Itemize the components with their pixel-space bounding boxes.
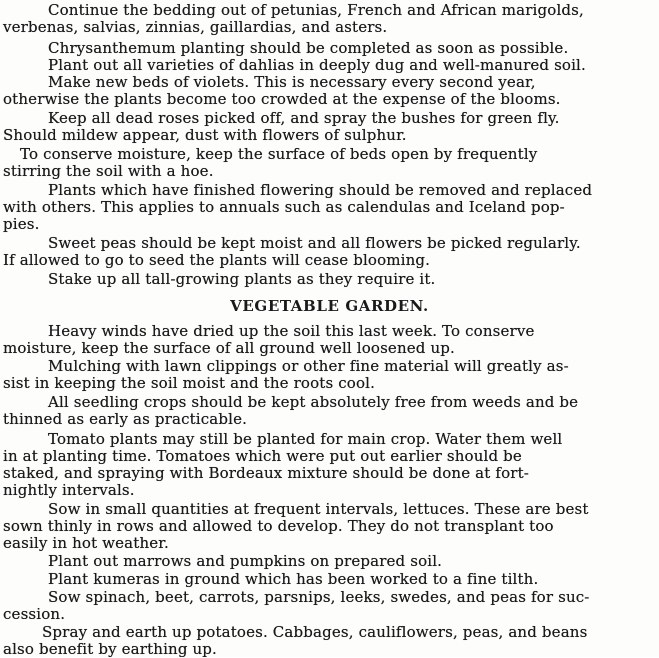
text-line: Plants which have finished flowering should be removed and replaced bbox=[48, 181, 593, 199]
text-line: Sweet peas should be kept moist and all flowers be picked regularly. bbox=[48, 234, 581, 252]
text-line: cession. bbox=[3, 605, 66, 623]
section-heading: VEGETABLE GARDEN. bbox=[230, 297, 429, 315]
text-line: Chrysanthemum planting should be completed as soon as possible. bbox=[48, 39, 569, 57]
text-line: Should mildew appear, dust with flowers of sulphur. bbox=[3, 126, 407, 144]
text-line: Make new beds of violets. This is necessary every second year, bbox=[48, 73, 536, 91]
text-line: in at planting time. Tomatoes which were put out earlier should be bbox=[3, 447, 522, 465]
text-line: Sow spinach, beet, carrots, parsnips, leeks, swedes, and peas for suc- bbox=[48, 588, 590, 606]
text-line: Plant out marrows and pumpkins on prepared soil. bbox=[48, 552, 443, 570]
text-line: nightly intervals. bbox=[3, 481, 135, 499]
text-line: with others. This applies to annuals such as calendulas and Iceland pop- bbox=[3, 198, 565, 216]
text-line: Keep all dead roses picked off, and spray the bushes for green fly. bbox=[48, 109, 560, 127]
text-line: sist in keeping the soil moist and the roots cool. bbox=[3, 374, 376, 392]
text-line: Plant out all varieties of dahlias in deeply dug and well-manured soil. bbox=[48, 56, 586, 74]
text-line: Heavy winds have dried up the soil this last week. To conserve bbox=[48, 322, 535, 340]
text-line: Spray and earth up potatoes. Cabbages, cauliflowers, peas, and beans bbox=[42, 623, 588, 641]
text-line: Tomato plants may still be planted for main crop. Water them well bbox=[48, 430, 563, 448]
text-line: Stake up all tall-growing plants as they require it. bbox=[48, 270, 436, 288]
text-line: pies. bbox=[3, 215, 40, 233]
text-line: To conserve moisture, keep the surface of beds open by frequently bbox=[20, 145, 538, 163]
text-line: otherwise the plants become too crowded at the expense of the blooms. bbox=[3, 90, 561, 108]
text-line: Mulching with lawn clippings or other fine material will greatly as- bbox=[48, 357, 569, 375]
text-line: Continue the bedding out of petunias, French and African marigolds, bbox=[48, 1, 584, 19]
text-line: Plant kumeras in ground which has been worked to a fine tilth. bbox=[48, 570, 539, 588]
text-line: If allowed to go to seed the plants will cease blooming. bbox=[3, 251, 431, 269]
text-line: All seedling crops should be kept absolutely free from weeds and be bbox=[48, 393, 579, 411]
text-line: thinned as early as practicable. bbox=[3, 410, 248, 428]
text-line: easily in hot weather. bbox=[3, 534, 169, 552]
text-line: staked, and spraying with Bordeaux mixture should be done at fort- bbox=[3, 464, 529, 482]
text-line: sown thinly in rows and allowed to develop. They do not transplant too bbox=[3, 517, 554, 535]
text-line: stirring the soil with a hoe. bbox=[3, 162, 214, 180]
text-line: verbenas, salvias, zinnias, gaillardias, and asters. bbox=[3, 18, 388, 36]
text-line: moisture, keep the surface of all ground well loosened up. bbox=[3, 339, 455, 357]
text-line: also benefit by earthing up. bbox=[3, 640, 217, 658]
text-line: Sow in small quantities at frequent intervals, lettuces. These are best bbox=[48, 500, 589, 518]
